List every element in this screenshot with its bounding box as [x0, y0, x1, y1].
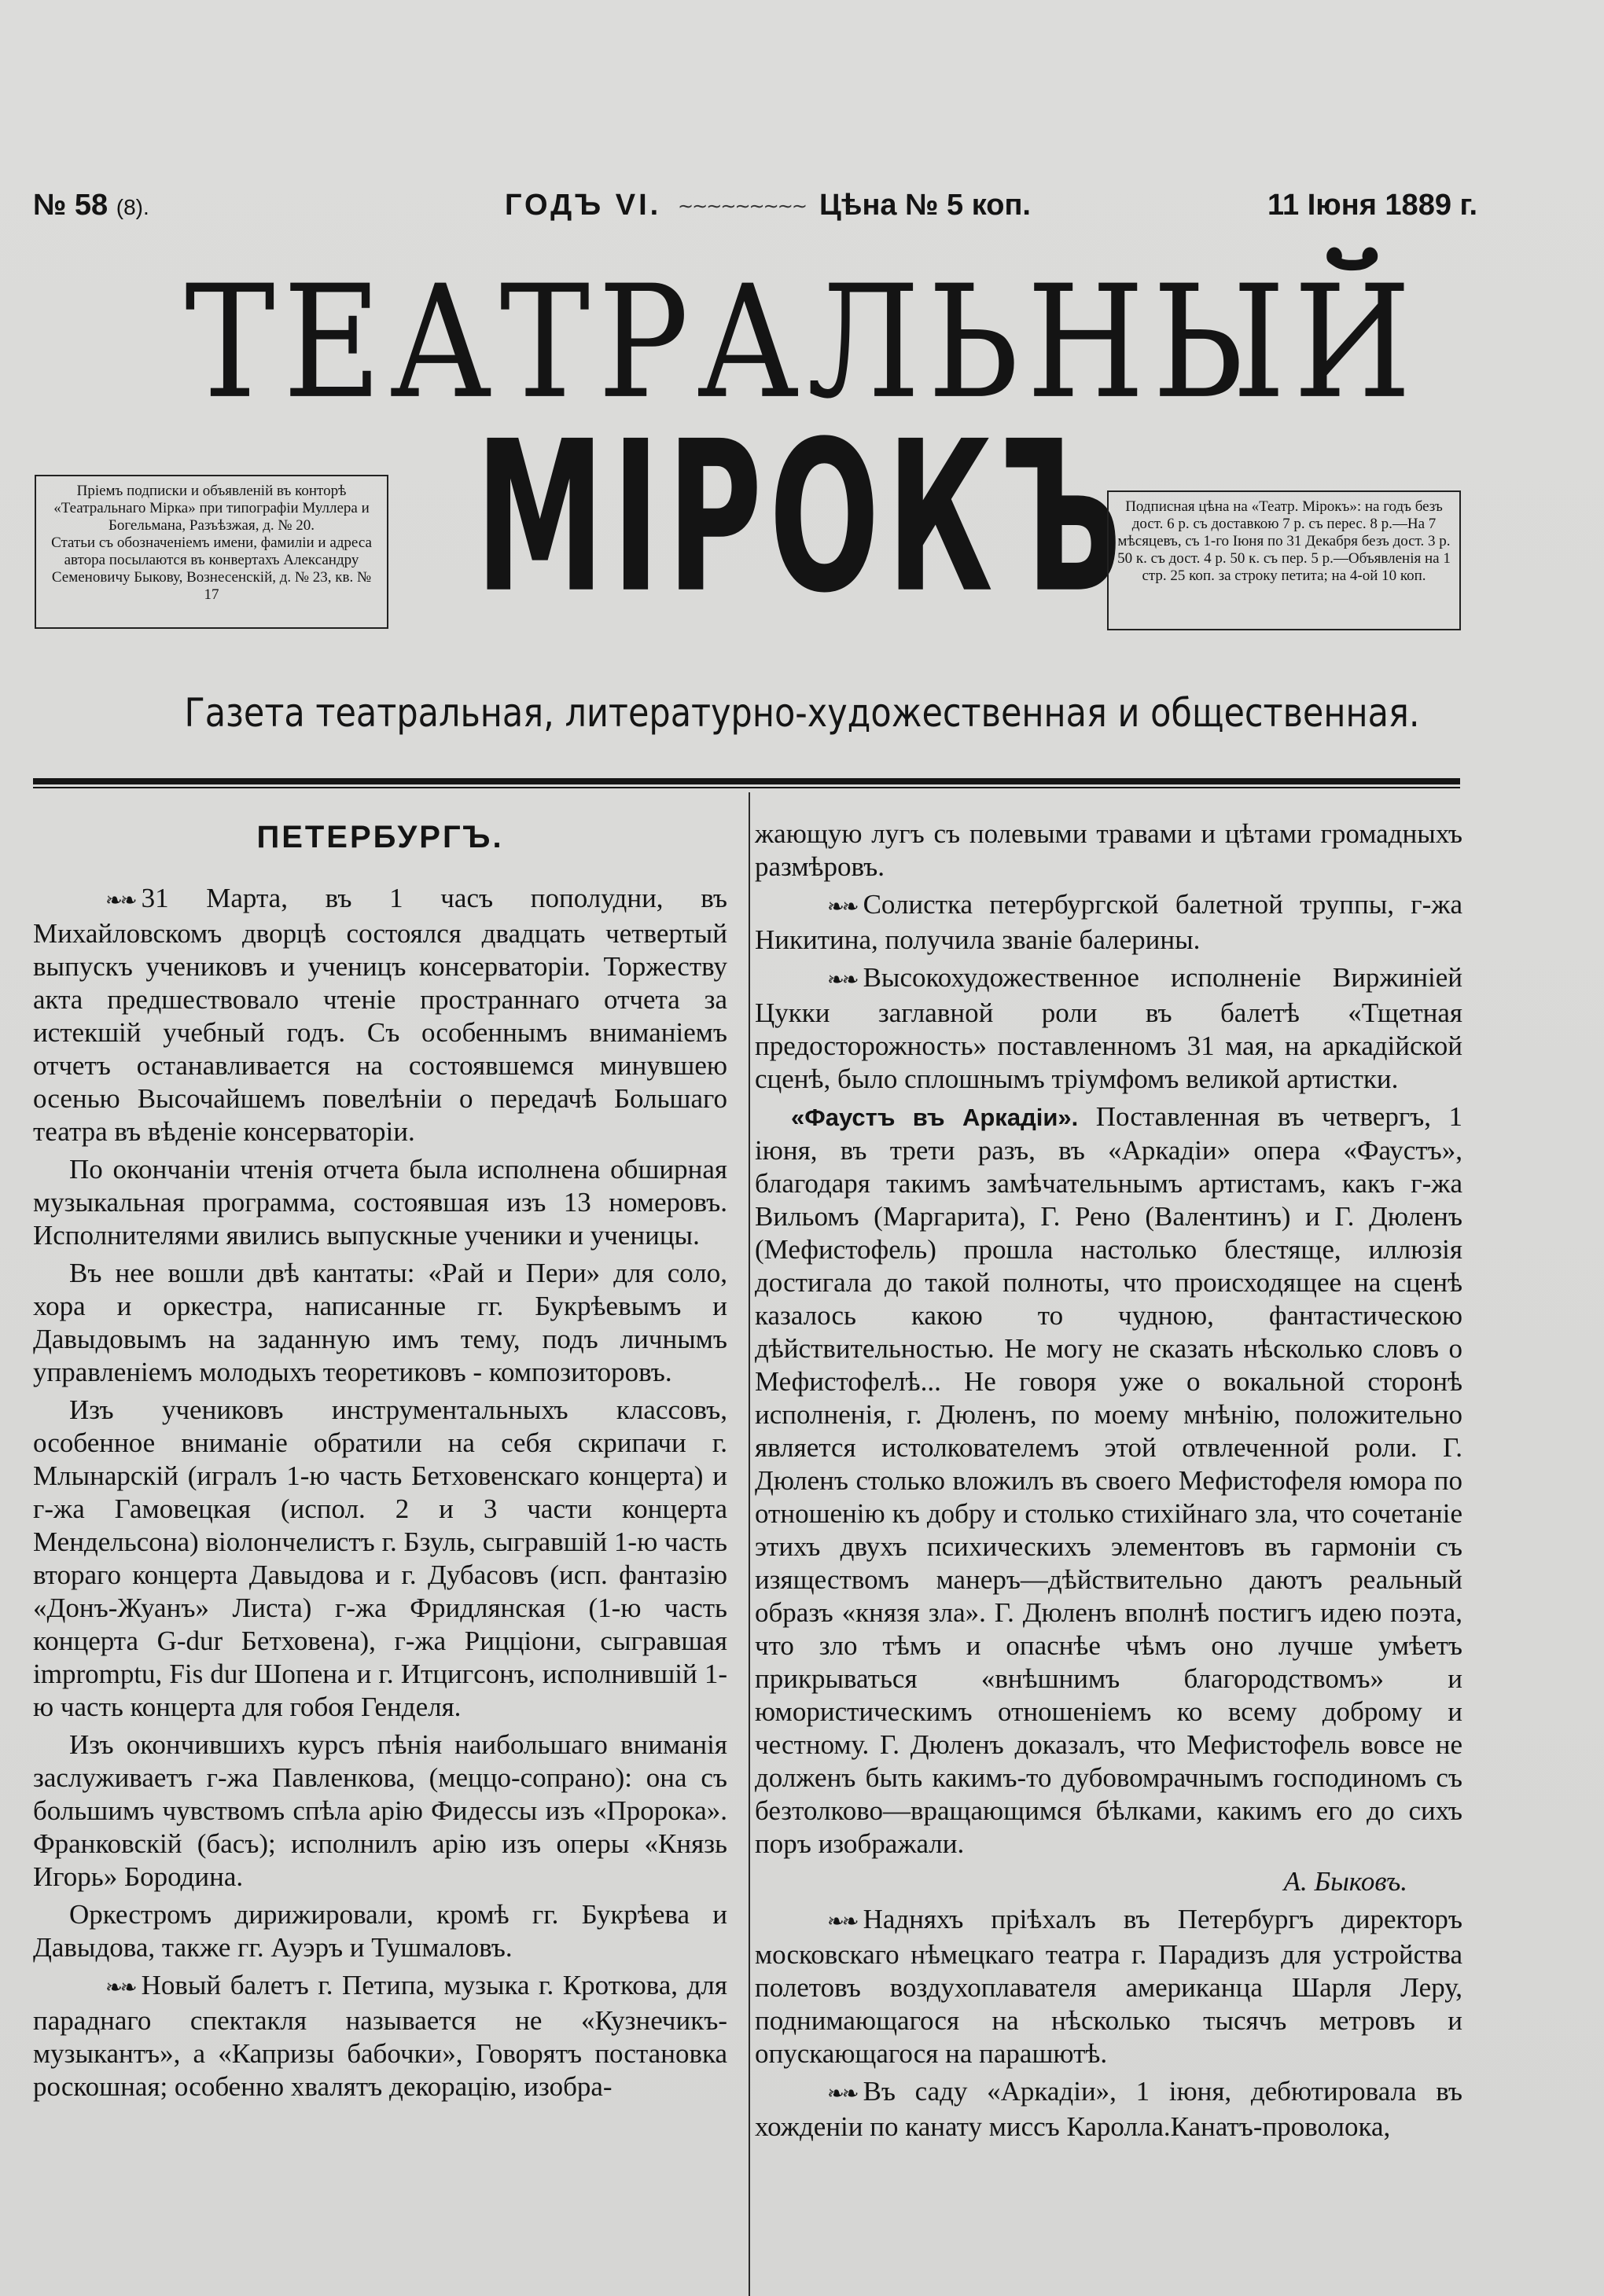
article-paragraph: жающую лугъ съ полевыми травами и цѣтами громадныхъ размѣровъ. — [755, 818, 1462, 882]
ornament-icon: ❧❧ — [827, 1910, 857, 1933]
header-rule-thin — [33, 787, 1460, 788]
article-paragraph: Изъ окончившихъ курсъ пѣнія наибольшаго вниманія заслуживаетъ г-жа Павленкова, (меццо-сопрано): она съ большимъ чувствомъ спѣла арію Фидессы изъ «Пророка». Франковскій (басъ); исполнилъ арію изъ оперы «Князь Игорь» Бородина. — [33, 1729, 727, 1892]
ornament-icon: ❧❧ — [827, 2082, 857, 2105]
article-paragraph: ❧❧ Высокохудожественное исполненіе Виржиніей Цукки заглавной роли въ балетѣ «Тщетная предосторожность» поставленномъ 31 мая, на аркадійской сценѣ, было сплошнымъ тріумфомъ великой артистки. — [755, 962, 1462, 1094]
ornament-icon: ❧❧ — [827, 968, 857, 991]
column-divider — [749, 792, 750, 2296]
article-paragraph: ❧❧ 31 Марта, въ 1 часъ пополудни, въ Михайловскомъ дворцѣ состоялся двадцать четвертый выпускъ учениковъ и ученицъ консерваторіи. Торжеству акта предшествовало чтеніе пространнаго отчета за истекшій учебный годъ. Съ особеннымъ вниманіемъ отчетъ останавливается на состоявшемся минувшею осенью Высочайшемъ повелѣніи о передачѣ Большаго театра въ вѣденіе консерваторіи. — [33, 883, 727, 1147]
subscription-office-box — [35, 475, 388, 629]
signature: А. Быковъ. — [1283, 1866, 1407, 1897]
section-title: ПЕТЕРБУРГЪ. — [256, 820, 504, 854]
header-rule-thick — [33, 778, 1460, 784]
submission-info: Статьи съ обозначеніемъ имени, фамиліи и адреса автора посылаются въ конвертахъ Александру Семеновичу Быкову, Вознесенскій, д. № 23, кв. № 17 — [51, 535, 372, 603]
article-paragraph: ❧❧ Въ саду «Аркадіи», 1 іюня, дебютировала въ хожденіи по канату миссъ Каролла.Канатъ-проволока, — [755, 2076, 1462, 2142]
article-paragraph: По окончаніи чтенія отчета была исполнена обширная музыкальная программа, состоявшая изъ 13 номеровъ. Исполнителями явились выпускные ученики и ученицы. — [33, 1154, 727, 1251]
article-paragraph: ❧❧ Солистка петербургской балетной труппы, г-жа Никитина, получила званіе балерины. — [755, 889, 1462, 955]
right-column — [755, 817, 1462, 2148]
article-paragraph: «Фаустъ въ Аркадіи». Поставленная въ четвергъ, 1 іюня, въ трети разъ, въ «Аркадіи» опера «Фаустъ», благодаря такимъ замѣчательнымъ артистамъ, какъ г-жа Вильомъ (Маргарита), Г. Рено (Валентинъ) и Г. Дюленъ (Мефистофель) прошла настолько блестяще, иллюзія достигала до такой полноты, что происходящее на сценѣ казалось какою то чудною, фантастическою дѣйствительностью. Не могу не сказать нѣсколько словъ о Мефистофелѣ... Не говоря уже о вокальной сторонѣ исполненія, г. Дюленъ, по моему мнѣнію, положительно является истолкователемъ этой отвлеченной роли. Г. Дюленъ столько вложилъ въ своего Мефистофеля юмора по отношенію къ добру и столько стихійнаго зла, что сочетаніе этихъ двухъ психическихъ элементовъ въ гармоніи съ изяществомъ манеръ—дѣйствительно даютъ реальный образъ «князя зла». Г. Дюленъ вполнѣ постигъ идею поэта, что зло тѣмъ и опаснѣе чѣмъ оно лучше умѣетъ прикрываться «внѣшнимъ благородствомъ» и юмористическимъ отношеніемъ ко всему доброму и честному. Г. Дюленъ доказалъ, что Мефистофель вовсе не долженъ быть какимъ-то дубовомрачнымъ господиномъ съ безтолково—вращающимся бѣлками, какимъ его до сихъ поръ изображали. — [755, 1101, 1463, 1859]
masthead-title-line1: ТЕАТРАЛЬНЫЙ — [185, 251, 1419, 433]
ornament-icon: ❧❧ — [105, 889, 135, 912]
office-info: Пріемъ подписки и объявленій въ конторѣ «Театральнаго Мірка» при типографіи Муллера и Богельмана, Разъѣзжая, д. № 20. — [53, 483, 370, 534]
article-paragraph: Изъ учениковъ инструментальныхъ классовъ, особенное вниманіе обратили на себя скрипачи г. Млынарскій (игралъ 1-ю часть Бетховенскаго концерта) и г-жа Гамовецкая (испол. 2 и 3 части концерта Мендельсона) віолончелистъ г. Бзуль, сыгравшій 1-ю часть втораго концерта Давыдова и г. Дубасовъ (исп. фантазію «Донъ-Жуанъ» Листа) г-жа Фридлянская (1-ю часть концерта G-dur Бетховена), г-жа Рицціони, сыгравшая impromptu, Fis dur Шопена и г. Итцигсонъ, исполнившій 1-ю часть концерта для гобоя Генделя. — [33, 1394, 727, 1722]
masthead-title-line2: МІРОКЪ — [475, 397, 1129, 639]
price-label: Цѣна № 5 коп. — [819, 189, 1031, 222]
subscription-price-box — [1107, 490, 1461, 630]
decorative-squiggle: ∼∼∼∼∼∼∼∼∼ — [678, 196, 806, 217]
article-paragraph: Оркестромъ дирижировали, кромѣ гг. Букрѣева и Давыдова, также гг. Ауэръ и Тушмаловъ. — [33, 1899, 727, 1963]
ornament-icon: ❧❧ — [827, 895, 857, 918]
left-column — [33, 817, 727, 2108]
issue-number: № 58 (8). — [33, 189, 149, 222]
ornament-icon: ❧❧ — [105, 1976, 135, 1999]
issue-line — [33, 189, 1478, 226]
year-label: ГОДЪ VI. — [505, 189, 662, 222]
subheading: «Фаустъ въ Аркадіи». — [791, 1104, 1079, 1131]
article-paragraph: ❧❧ Новый балетъ г. Петипа, музыка г. Кроткова, для параднаго спектакля называется не «Кузнечикъ-музыкантъ», а «Капризы бабочки», Говорятъ постановка роскошная; особенно хвалятъ декорацію, изобра- — [33, 1970, 727, 2102]
article-paragraph: ❧❧ Надняхъ пріѣхалъ въ Петербургъ директоръ московскаго нѣмецкаго театра г. Парадизъ для устройства полетовъ воздухоплавателя американца Шарля Леру, поднимающагося на нѣсколько тысячъ метровъ и опускающагося на парашютѣ. — [755, 1904, 1462, 2069]
newspaper-subtitle: Газета театральная, литературно-художественная и общественная. — [184, 690, 1420, 736]
article-paragraph: Въ нее вошли двѣ кантаты: «Рай и Пери» для соло, хора и оркестра, написанные гг. Букрѣевымъ и Давыдовымъ на заданную имъ тему, подъ личнымъ управленіемъ молодыхъ теоретиковъ - композиторовъ. — [33, 1258, 727, 1387]
issue-date: 11 Іюня 1889 г. — [1267, 189, 1478, 222]
price-info: Подписная цѣна на «Театр. Мірокъ»: на годъ безъ дост. 6 р. съ доставкою 7 р. съ перес. 8 р.—На 7 мѣсяцевъ, съ 1-го Іюня по 31 Декабря безъ дост. 3 р. 50 к. съ дост. 4 р. 50 к. съ пер. 5 р.—Объявленія на 1 стр. 25 коп. за строку петита; на 4-ой 10 коп. — [1117, 498, 1451, 584]
